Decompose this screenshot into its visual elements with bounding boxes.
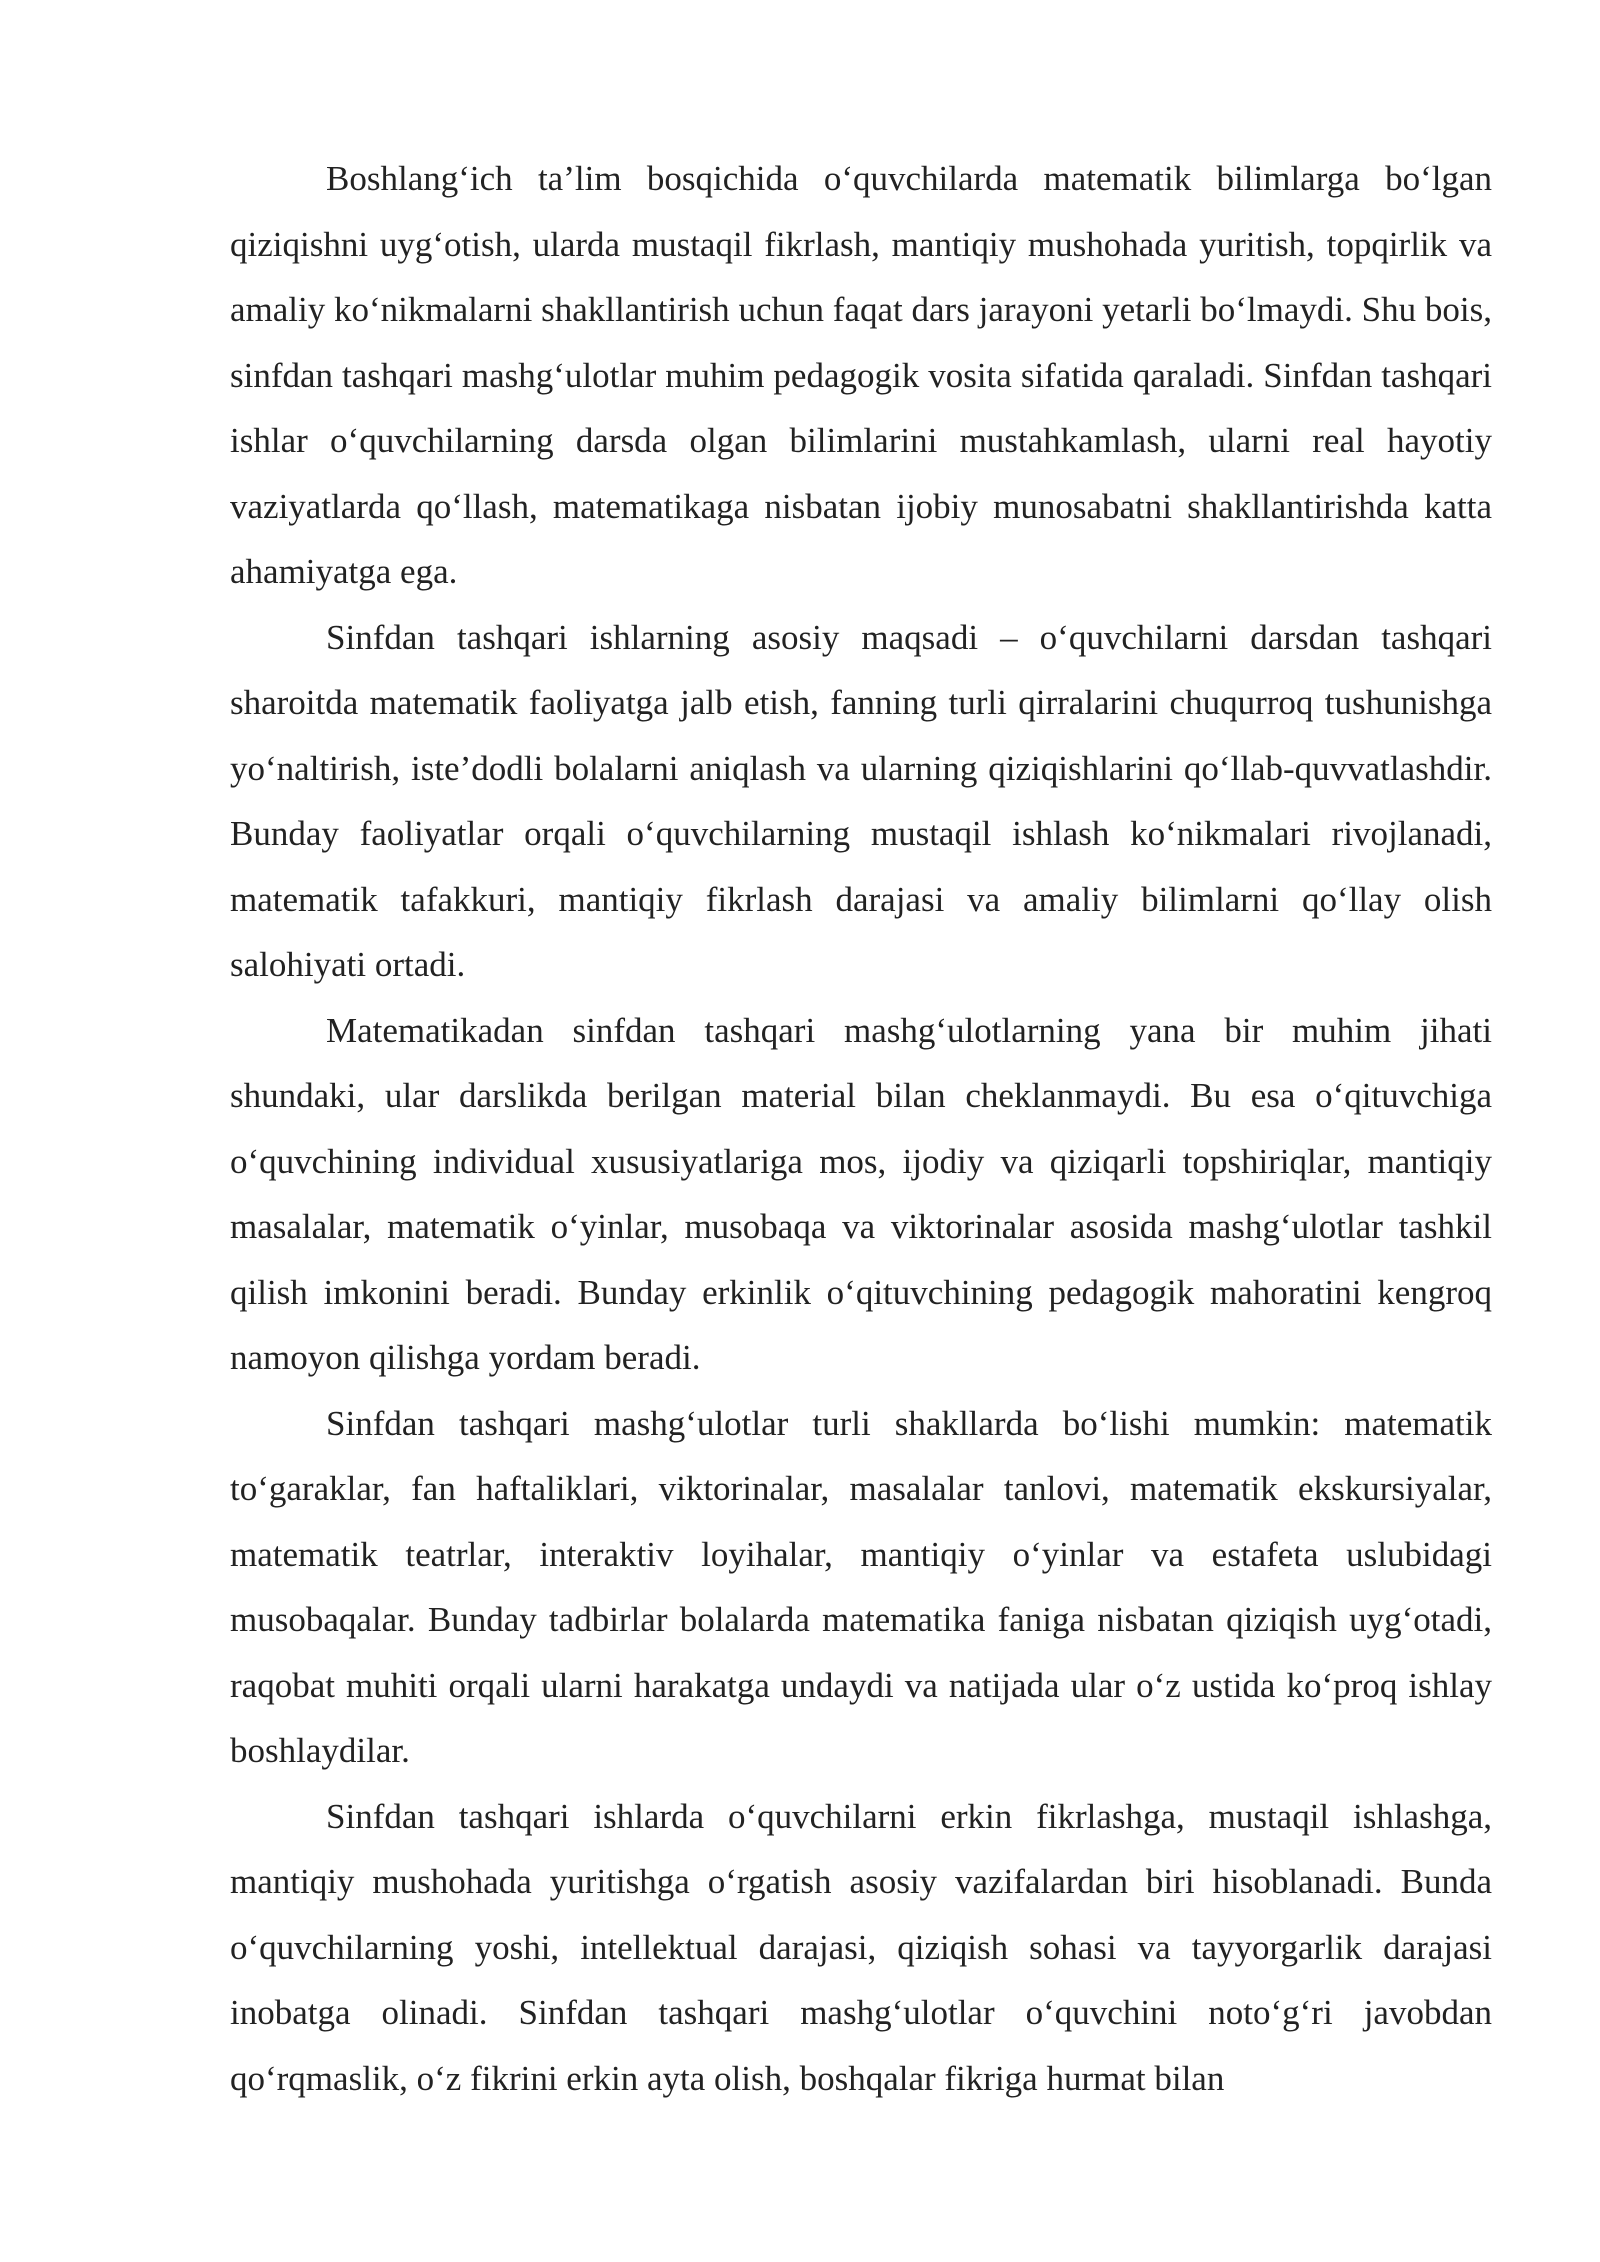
paragraph-5: Sinfdan tashqari ishlarda o‘quvchilarni erkin fikrlashga, mustaqil ishlashga, mantiqiy mushohada yuritishga o‘rgatish asosiy vazifalardan biri hisoblanadi. Bunda o‘quvchilarning yoshi, intellektual darajasi, qiziqish sohasi va tayyorgarlik darajasi inobatga olinadi. Sinfdan tashqari mashg‘ulotlar o‘quvchini noto‘g‘ri javobdan qo‘rqmaslik, o‘z fikrini erkin ayta olish, boshqalar fikriga hurmat bilan <box>230 1796 1492 2098</box>
paragraph-2: Sinfdan tashqari ishlarning asosiy maqsadi – o‘quvchilarni darsdan tashqari sharoitda matematik faoliyatga jalb etish, fanning turli qirralarini chuqurroq tushunishga yo‘naltirish, iste’dodli bolalarni aniqlash va ularning qiziqishlarini qo‘llab-quvvatlashdir. Bunday faoliyatlar orqali o‘quvchilarning mustaqil ishlash ko‘nikmalari rivojlanadi, matematik tafakkuri, mantiqiy fikrlash darajasi va amaliy bilimlarni qo‘llay olish salohiyati ortadi. <box>230 617 1492 984</box>
paragraph-4: Sinfdan tashqari mashg‘ulotlar turli shakllarda bo‘lishi mumkin: matematik to‘garaklar, fan haftaliklari, viktorinalar, masalalar tanlovi, matematik ekskursiyalar, matematik teatrlar, interaktiv loyihalar, mantiqiy o‘yinlar va estafeta uslubidagi musobaqalar. Bunday tadbirlar bolalarda matematika faniga nisbatan qiziqish uyg‘otadi, raqobat muhiti orqali ularni harakatga undaydi va natijada ular o‘z ustida ko‘proq ishlay boshlaydilar. <box>230 1403 1492 1770</box>
paragraph-1: Boshlang‘ich ta’lim bosqichida o‘quvchilarda matematik bilimlarga bo‘lgan qiziqishni uyg‘otish, ularda mustaqil fikrlash, mantiqiy mushohada yuritish, topqirlik va amaliy ko‘nikmalarni shakllantirish uchun faqat dars jarayoni yetarli bo‘lmaydi. Shu bois, sinfdan tashqari mashg‘ulotlar muhim pedagogik vosita sifatida qaraladi. Sinfdan tashqari ishlar o‘quvchilarning darsda olgan bilimlarini mustahkamlash, ularni real hayotiy vaziyatlarda qo‘llash, matematikaga nisbatan ijobiy munosabatni shakllantirishda katta ahamiyatga ega. <box>230 159 1492 591</box>
document-body <box>230 146 1492 2111</box>
paragraph-3: Matematikadan sinfdan tashqari mashg‘ulotlarning yana bir muhim jihati shundaki, ular darslikda berilgan material bilan cheklanmaydi. Bu esa o‘qituvchiga o‘quvchining individual xususiyatlariga mos, ijodiy va qiziqarli topshiriqlar, mantiqiy masalalar, matematik o‘yinlar, musobaqa va viktorinalar asosida mashg‘ulotlar tashkil qilish imkonini beradi. Bunday erkinlik o‘qituvchining pedagogik mahoratini kengroq namoyon qilishga yordam beradi. <box>230 1010 1492 1377</box>
